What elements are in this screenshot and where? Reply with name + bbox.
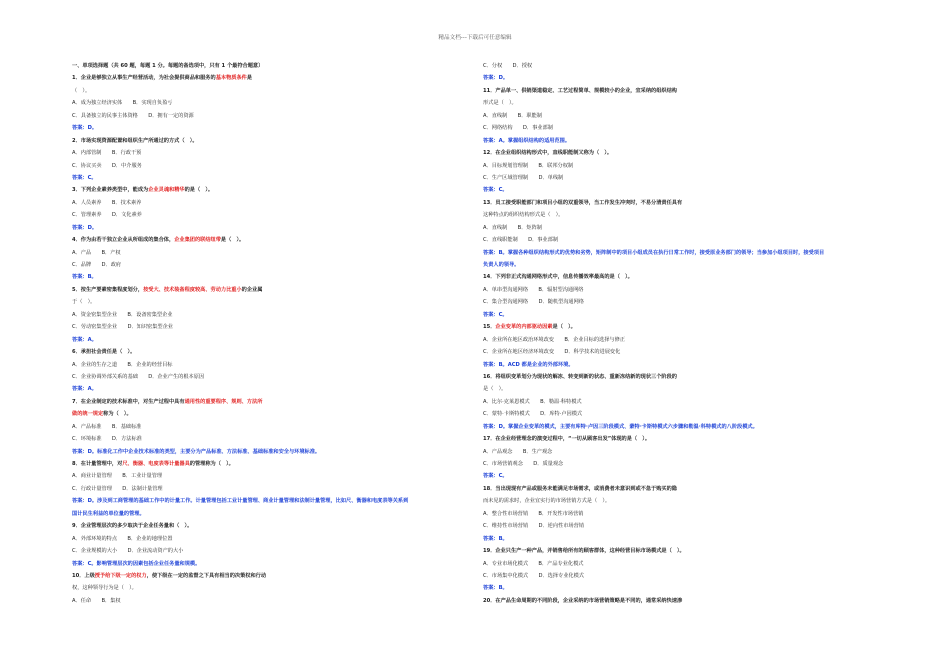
option-line [483,284,883,296]
line-text: 这种特点的组织结构形式是（ ）。 [483,212,564,219]
line-text: A．产品 B．产权 [72,249,121,256]
question-text [72,408,472,420]
option-line [72,110,472,122]
line-text: 答案：C。 [72,174,97,181]
line-text: C．企业规模的大小 D．企业流动资产的大小 [72,548,184,555]
option-line [483,558,883,570]
line-text: A．直线制 B．职能制 [483,112,542,119]
question-text [72,458,472,470]
option-line [483,334,883,346]
line-text: 10．上级 [72,572,95,579]
line-text: C．市场营销观念 D．质量观念 [483,461,564,467]
line-text: 答案：D。涉及到工商管理的基础工作中的计量工作。计量管理包括工业计量管理、商业计量管理和法制计量管理，比如尺、衡器和电度表等关系到 [72,498,409,505]
line-text-tail: 的是（ ）。 [184,187,214,194]
line-text: C．蒙特·卡斯特模式 D．库特·卢因模式 [483,411,583,418]
option-line [72,309,472,321]
option-line [72,595,472,607]
line-text: C．品牌 D．政府 [72,262,122,268]
option-line [72,533,472,545]
line-text: A．外部环境的特点 B．企业的地理位置 [72,535,173,542]
line-text: A．产品标准 B．基础标准 [72,423,142,430]
option-line [483,520,883,532]
highlighted-text: 企业变革的内部驱动因素 [495,324,553,331]
line-text: 国计民生利益的单位量的管理。 [72,510,145,517]
line-text: 答案：A。 [72,336,97,343]
line-text: C．直线职能制 D．事业部制 [483,237,559,244]
line-text: 8．在计量管理中，对 [72,461,123,467]
line-text: A．人员素养 B．技术素养 [72,199,142,206]
question-text [72,346,472,358]
option-line [72,321,472,333]
question-text [72,135,472,147]
option-line [72,582,472,594]
line-text: 15． [483,324,496,331]
line-text: C．环境标准 D．方法标准 [72,436,142,443]
answer-line [483,421,883,433]
line-text: 答案：D。 [72,224,98,231]
line-text: C．企业所在地区经济环境改变 D．科学技术的进展变化 [483,349,621,356]
option-line [483,97,883,109]
line-text: 答案：C。影响管理层次的因素包括企业任务量和规模。 [72,560,201,567]
line-text: 答案：B。ACD 都是企业的外部环境。 [483,361,574,368]
line-text: A．直线制 B．矩阵制 [483,224,542,231]
question-text [483,197,883,209]
option-line [483,122,883,134]
option-line [483,172,883,184]
line-text: C．生产区域管理制 D．单线制 [483,174,564,181]
line-text: A．商业计量管理 B．工业计量管理 [72,473,163,480]
line-text-tail: 称为（ ）。 [103,411,132,418]
line-text: 负责人的领导。 [483,262,520,268]
line-text: C．劳动密集型企业 D．知识密集型企业 [72,324,173,331]
line-text: A．比尔·克莱恩模式 B．勒温·科特模式 [483,398,582,405]
line-text: 权，这种领导行为是（ ）。 [72,585,137,592]
option-line [483,508,883,520]
answer-line [72,383,472,395]
line-text: 13．员工接受职能部门和项目小组的双重领导，当工作发生冲突时，不易分清责任具有 [483,199,683,206]
answer-line [483,184,883,196]
answer-line [483,533,883,545]
question-text [483,371,883,383]
line-text: A．企业的生存之道 B．企业的经营目标 [72,361,173,368]
question-text [483,595,883,607]
line-text: C．集合型沟通网络 D．随机型沟通网络 [483,299,584,306]
section-heading [72,60,472,72]
line-text: C．市场集中化模式 D．选择专业化模式 [483,572,584,579]
line-text: 答案：D。 [72,125,98,132]
answer-line [483,247,883,259]
line-text-tail: 的企业属 [241,286,263,293]
answer-line [72,334,472,346]
line-text: 7．在企业制定的技术标准中，对生产过程中具有 [72,398,185,405]
highlighted-text: 企业集团的联结纽带 [174,237,221,244]
line-text-tail: 是 [246,75,253,82]
option-line [483,495,883,507]
option-line [483,346,883,358]
line-text: 形式是（ ）。 [483,100,517,107]
question-text [72,284,472,296]
line-text: 答案：C。 [483,473,508,480]
line-text: 14．下列非正式沟通网络形式中，信息传播效率最高的是（ ）。 [483,274,633,281]
question-text [483,321,883,333]
option-line [72,97,472,109]
option-line [72,371,472,383]
line-text: （ ）。 [72,87,91,94]
option-line [483,60,883,72]
line-text: A．企业所在地区政治环境改变 B．企业目标的选择与修正 [483,336,625,343]
question-text [72,184,472,196]
option-line [483,396,883,408]
line-text: 是（ ）。 [483,386,507,393]
line-text: 答案：D。 [483,75,509,82]
question-text [72,234,472,246]
line-text: A．单串型沟通网络 B．辐射型沟通网络 [483,286,584,293]
line-text: A．专业市场化模式 B．产品专业化模式 [483,560,584,567]
question-text [483,433,883,445]
answer-line [483,135,883,147]
line-text: A．成为独立经济实体 B．实现自负盈亏 [72,100,173,107]
left-column [72,60,472,607]
line-text: 答案：C。 [483,311,508,318]
answer-line [483,259,883,271]
option-line [72,247,472,259]
answer-line [72,122,472,134]
line-text: A．产品观念 B．生产观念 [483,448,553,455]
line-text: 18．当出现现有产品或服务未能满足市场需求，或消费者未意识到或不急于购买的隐 [483,485,677,492]
line-text: 11．产品单一、供销渠道稳定、工艺过程简单、规模较小的企业，宜采纳的组织结构 [483,87,677,94]
question-text [483,85,883,97]
highlighted-text: 做的统一规定 [72,411,104,418]
line-text: A．任命 B．集权 [72,597,121,604]
line-text: 答案：C。 [483,187,508,194]
option-line [483,458,883,470]
option-line [72,209,472,221]
option-line [483,160,883,172]
highlighted-text: 基本物质条件 [215,75,247,82]
question-text [483,271,883,283]
line-text: C．行政计量管理 D．法制计量管理 [72,485,163,492]
line-text: C．协议买卖 D．中介服务 [72,162,142,169]
line-text: 答案：A。 [72,386,97,393]
question-text [483,545,883,557]
option-line [483,296,883,308]
option-line [483,570,883,582]
line-text-tail: 是（ ）。 [220,237,245,244]
question-text [72,396,472,408]
answer-line [483,72,883,84]
answer-line [72,558,472,570]
line-text: 答案：A。掌握组织结构的适用范围。 [483,137,571,144]
highlighted-text: 授予给下级一定的权力 [94,572,147,579]
option-line [483,234,883,246]
option-line [72,259,472,271]
option-line [72,359,472,371]
highlighted-text: 尺、衡器、电度表等计量器具 [122,461,190,467]
line-text: 答案：D。标准化工作中企业技术标准的类型，主要分为产品标准、方法标准、基础标准和安全与环境标准。 [72,448,321,455]
line-text: 19．企业只生产一种产品，并销售给所有的顾客群体，这种经营目标市场模式是（ ）。 [483,548,685,555]
highlighted-text: 企业灵魂和精华 [148,187,185,194]
line-text: 6．承担社会责任是（ ）。 [72,349,136,356]
line-text: C．网络结构 D．事业部制 [483,125,553,132]
highlighted-text: 按受大、技术装备程度较高、劳动力比重小 [143,286,242,293]
line-text: C．分权 D．授权 [483,63,533,69]
line-text: 答案：B。掌握各种组织结构形式的优势和劣势，矩阵制中的项目小组成员在执行日常工作时，接受原业务部门的领导；当参加小组项目时，接受项目 [483,249,825,256]
line-text: 2．市场实现资源配置和组织生产所通过的方式（ ）。 [72,137,198,144]
option-line [72,197,472,209]
line-text: A．内部管制 B．行政干预 [72,150,142,157]
line-text: 答案：B。 [483,585,508,592]
option-line [72,160,472,172]
line-text: A．目标规划管理制 B．联邦分权制 [483,162,574,169]
line-text: 答案：D。掌握企业变革的模式，主要有库特·卢因三阶段模式、蒙特·卡斯特模式六步骤和勒温·科特模式的八阶段模式。 [483,423,758,430]
option-line [483,383,883,395]
line-text: 1．企业是够独立从事生产经营活动，为社会提供商品和服务的 [72,75,216,82]
option-line [483,222,883,234]
option-line [483,446,883,458]
line-text: A．资金密集型企业 B．设备密集型企业 [72,311,173,318]
line-text: 12．在企业组织结构形式中，直线职能制又称为（ ）。 [483,150,613,157]
highlighted-text: 通用性的重要程序、规则、方法所 [184,398,263,405]
line-text: 4．作为由若干独立企业从所组成的集合体， [72,237,175,244]
line-text-tail: 的管理称为（ ）。 [189,461,234,467]
line-text: 3．下列企业素养类型中，能成为 [72,187,149,194]
option-line [72,421,472,433]
option-line [72,483,472,495]
question-text [72,520,472,532]
answer-line [483,470,883,482]
option-line [483,110,883,122]
option-line [72,147,472,159]
line-text: 而未见的需求时，企业宜实行的市场营销方式是（ ）。 [483,498,611,505]
answer-line [72,446,472,458]
line-text: 答案：B。 [483,535,508,542]
option-line [483,209,883,221]
line-text: 一、单项选择题（共 60 题，每题 1 分。每题的备选项中，只有 1 个最符合题意） [72,63,264,69]
right-column [483,60,883,607]
answer-line [72,508,472,520]
option-line [72,470,472,482]
question-text [72,72,472,84]
page-header: 精品文档---下载后可任意编辑 [438,35,512,41]
line-text: 于（ ）。 [72,299,96,306]
answer-line [483,582,883,594]
line-text-tail: ，使下级在一定的监督之下具有相当的决策权和行动 [146,572,267,579]
line-text: 16．将组织变革划分为现状的解冻、转变到新的状态、重新冻结新的现状三个阶段的 [483,373,677,380]
line-text: 9．企业管理层次的多少取决于企业任务量和（ ）。 [72,523,193,530]
question-text [72,570,472,582]
line-text: 答案：B。 [72,274,97,281]
line-text: 20．在产品生命周期的不同阶段，企业采纳的市场营销策略是不同的，通常采纳快速渗 [483,597,683,604]
line-text: C．企业协调外部关系的基础 D．企业产生的根本原因 [72,373,205,380]
option-line [72,85,472,97]
answer-line [72,495,472,507]
line-text-tail: 是（ ）。 [552,324,576,331]
option-line [72,296,472,308]
option-line [72,433,472,445]
answer-line [483,359,883,371]
line-text: C．管理素养 D．文化素养 [72,212,142,219]
question-text [483,483,883,495]
option-line [483,408,883,420]
answer-line [72,172,472,184]
answer-line [483,309,883,321]
line-text: A．整合性市场营销 B．开发性市场营销 [483,510,584,517]
answer-line [72,271,472,283]
line-text: 5．按生产要素密集程度划分， [72,286,144,293]
line-text: C．具备独立的民事主体资格 D．拥有一定的资源 [72,112,194,119]
line-text: 17．在企业经营理念的演变过程中，“一切从顾客出发”体现的是（ ）。 [483,436,651,443]
question-text [483,147,883,159]
answer-line [72,222,472,234]
line-text: C．维持性市场营销 D．逆向性市场营销 [483,523,584,530]
option-line [72,545,472,557]
